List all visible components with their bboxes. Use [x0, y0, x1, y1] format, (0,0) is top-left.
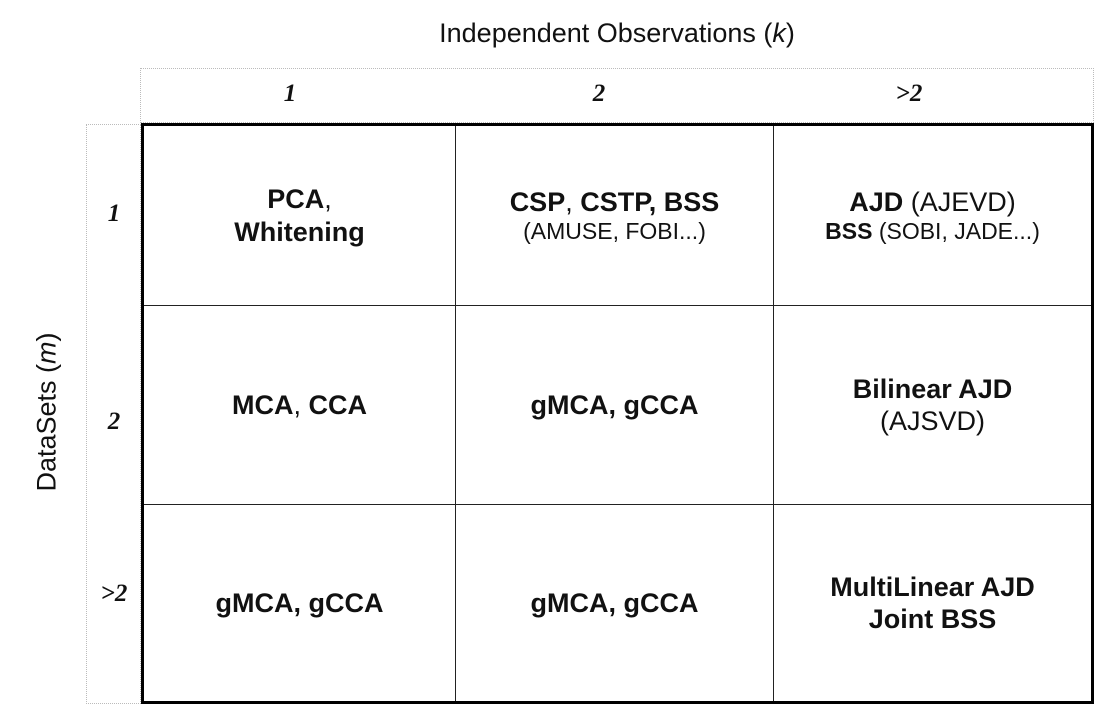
cell-r1-c2-sep: , — [565, 186, 573, 217]
cell-r1-c2-method-b: CSTP, BSS — [572, 186, 720, 217]
column-header-gt2: >2 — [895, 80, 923, 107]
cell-r1-c1 — [144, 126, 455, 305]
cell-r1-c1-sep: , — [324, 184, 332, 215]
cell-r3-c3-method-2: Joint BSS — [868, 604, 997, 634]
y-axis-title-close: ) — [31, 332, 62, 342]
cell-r1-c3-method: AJD — [849, 186, 904, 217]
x-axis-variable: k — [772, 18, 786, 48]
column-header-2: 2 — [592, 80, 606, 107]
x-axis-title — [140, 18, 1094, 49]
cell-r1-c3-examples: (SOBI, JADE...) — [872, 217, 1040, 244]
x-axis-title-text: Independent Observations ( — [439, 18, 773, 48]
column-header-1: 1 — [283, 80, 297, 107]
cell-r1-c3-method-2: BSS — [825, 217, 873, 244]
cell-r3-c3 — [774, 505, 1091, 701]
cell-r1-c3-variant: (AJEVD) — [903, 186, 1016, 217]
cell-r1-c2-method-a: CSP — [509, 186, 566, 217]
cell-r1-c2-examples: (AMUSE, FOBI...) — [523, 217, 706, 244]
row-header-2: 2 — [107, 408, 121, 435]
method-grid — [141, 123, 1094, 704]
cell-r3-c2 — [456, 505, 773, 701]
cell-r2-c1-method-a: MCA — [231, 389, 294, 420]
y-axis-title — [32, 332, 63, 491]
cell-r1-c2 — [456, 126, 773, 305]
cell-r2-c3-variant: (AJSVD) — [879, 406, 985, 436]
cell-r3-c3-method: MultiLinear AJD — [830, 571, 1035, 602]
cell-r2-c3-method: Bilinear AJD — [852, 373, 1013, 404]
cell-r2-c1-method-b: CCA — [301, 389, 367, 420]
cell-r1-c1-method: PCA — [267, 184, 325, 215]
row-header-gt2: >2 — [100, 580, 128, 607]
cell-r2-c1-sep: , — [293, 389, 301, 420]
cell-r1-c3 — [774, 126, 1091, 305]
cell-r2-c2-method: gMCA, gCCA — [530, 389, 699, 420]
cell-r3-c1 — [144, 505, 455, 701]
cell-r2-c2 — [456, 306, 773, 504]
x-axis-title-close: ) — [785, 18, 795, 48]
cell-r2-c3 — [774, 306, 1091, 504]
cell-r2-c1 — [144, 306, 455, 504]
cell-r3-c1-method: gMCA, gCCA — [215, 587, 384, 618]
cell-r3-c2-method: gMCA, gCCA — [530, 587, 699, 618]
row-header-1: 1 — [107, 200, 121, 227]
y-axis-title-text: DataSets ( — [31, 363, 62, 492]
cell-r1-c1-method-2: Whitening — [234, 216, 365, 247]
y-axis-variable: m — [31, 341, 62, 364]
